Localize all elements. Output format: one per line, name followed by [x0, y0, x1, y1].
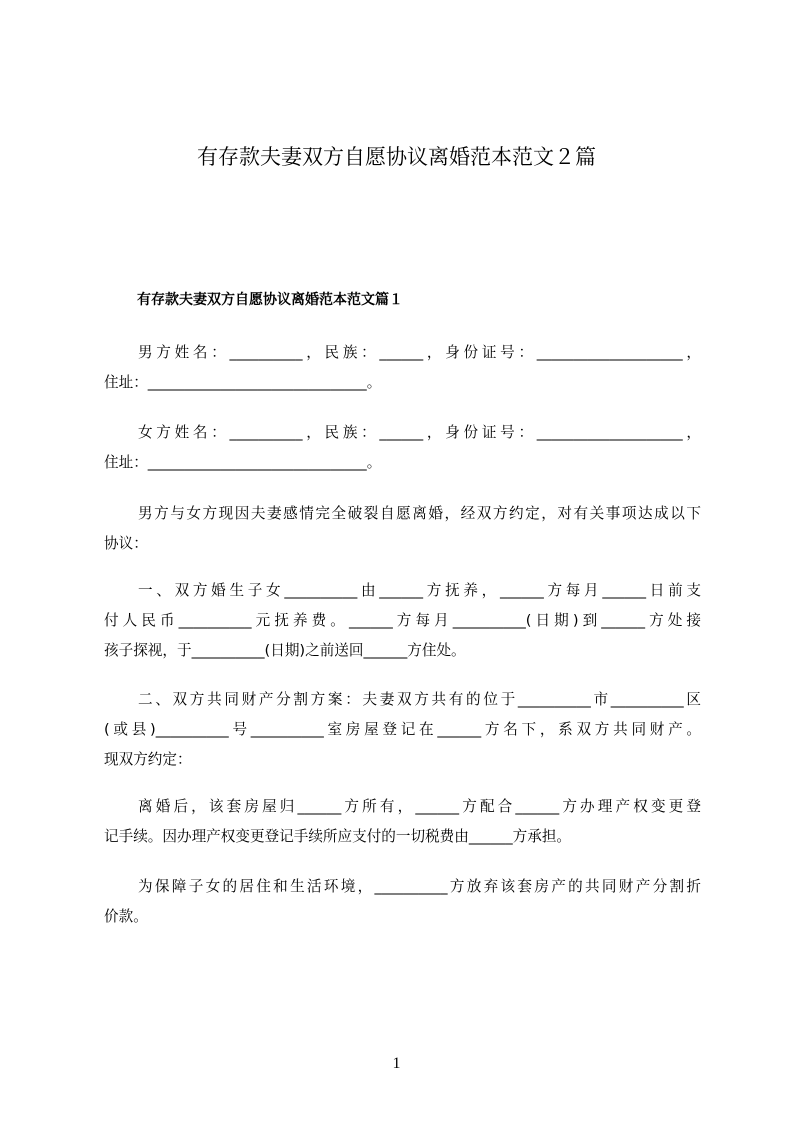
paragraph-line: 孩子探视，于__________(日期)之前送回______方住处。 [104, 642, 466, 659]
section-heading: 有存款夫妻双方自愿协议离婚范本范文篇１ [137, 292, 403, 308]
document-title: 有存款夫妻双方自愿协议离婚范本范文２篇 [197, 145, 596, 169]
paragraph-line: 一、双方婚生子女__________由______方抚养，______方每月______日前支 [138, 582, 701, 599]
paragraph-line: 女方姓名：__________，民族：______，身份证号：____________________， [138, 424, 701, 441]
paragraph-child-custody [104, 576, 701, 666]
paragraph-house-ownership [104, 792, 701, 852]
paragraph-male-party [104, 338, 701, 398]
paragraph-line: 住址：______________________________。 [104, 374, 382, 391]
paragraph-intro [104, 499, 701, 559]
paragraph-line: 男方姓名：__________，民族：______，身份证号：____________________， [138, 344, 701, 361]
paragraph-line: 价款。 [104, 908, 148, 925]
paragraph-line: (或县)__________号__________室房屋登记在______方名下，系双方共同财产。 [104, 721, 701, 738]
paragraph-property-division [104, 685, 701, 775]
paragraph-line: 二、双方共同财产分割方案：夫妻双方共有的位于__________市__________区 [138, 691, 701, 708]
paragraph-line: 协议： [104, 535, 148, 552]
paragraph-line: 记手续。因办理产权变更登记手续所应支付的一切税费由______方承担。 [104, 828, 572, 845]
paragraph-line: 现双方约定： [104, 751, 192, 768]
paragraph-line: 男方与女方现因夫妻感情完全破裂自愿离婚，经双方约定，对有关事项达成以下 [138, 505, 701, 522]
paragraph-line: 为保障子女的居住和生活环境，__________方放弃该套房产的共同财产分割折 [138, 878, 701, 895]
paragraph-female-party [104, 418, 701, 478]
paragraph-line: 付人民币__________元抚养费。______方每月__________(日期)到______方处接 [104, 612, 701, 629]
paragraph-line: 住址：______________________________。 [104, 454, 382, 471]
paragraph-waiver [104, 872, 701, 932]
paragraph-line: 离婚后，该套房屋归______方所有，______方配合______方办理产权变更登 [138, 798, 701, 815]
page-number: 1 [392, 1055, 401, 1072]
